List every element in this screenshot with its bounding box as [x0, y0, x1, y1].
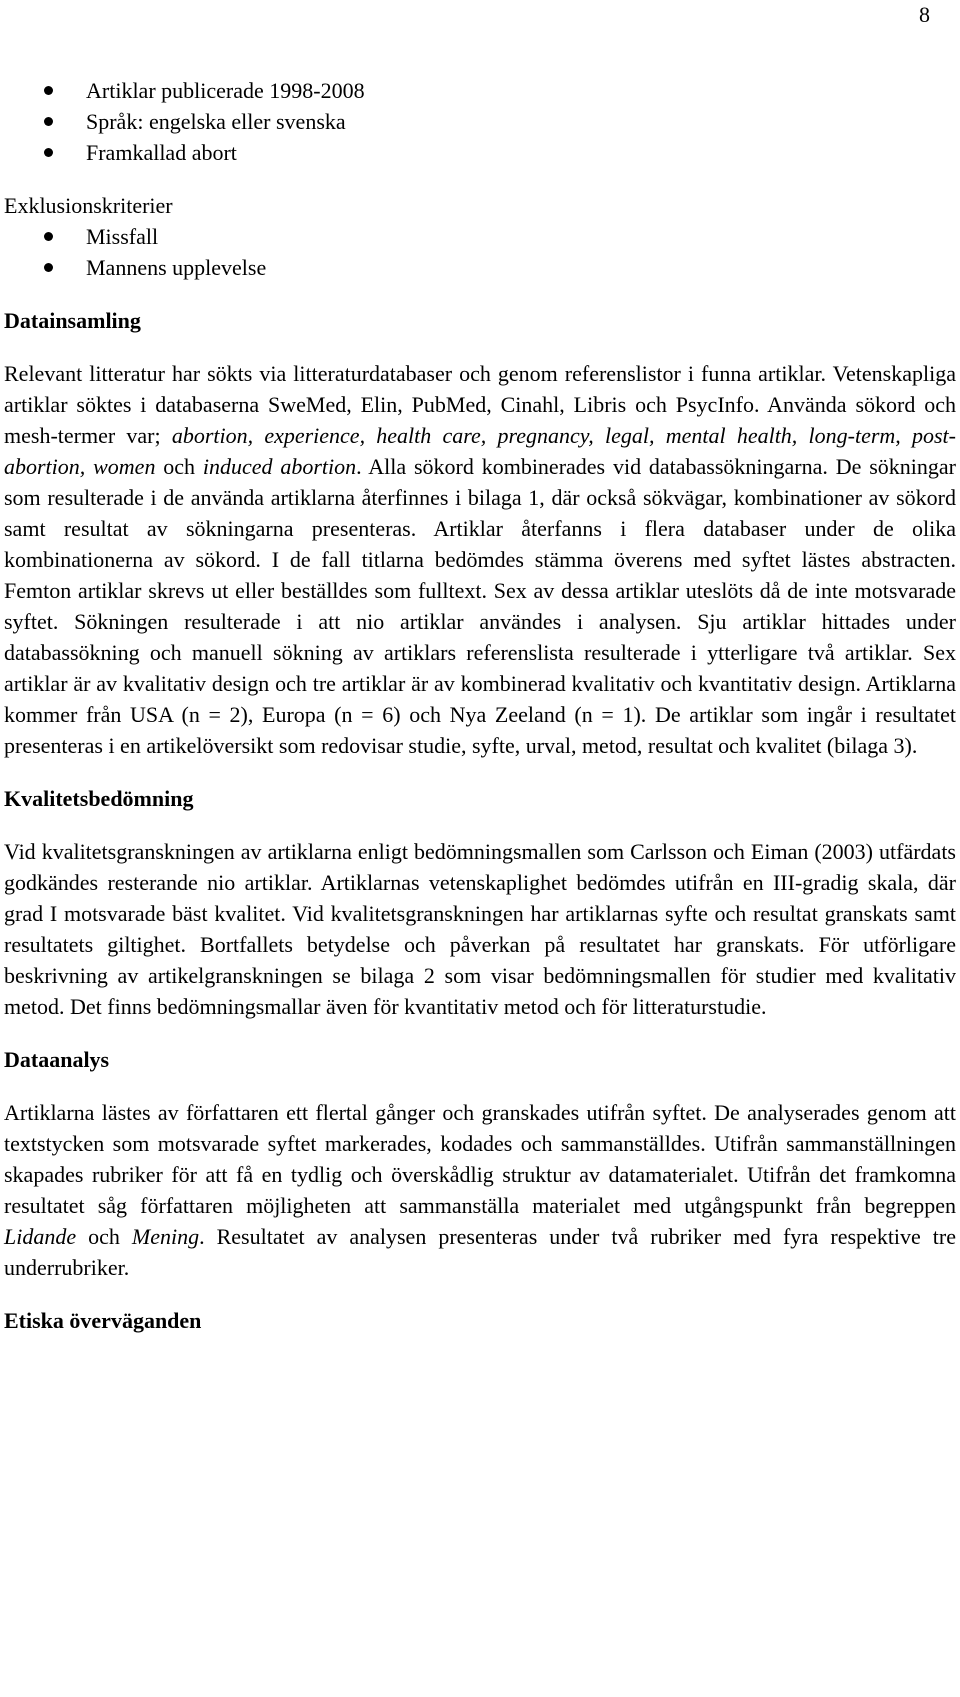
exclusion-label: Exklusionskriterier — [4, 193, 173, 218]
section-heading-datainsamling: Datainsamling — [4, 308, 141, 333]
list-item: Framkallad abort — [4, 137, 956, 168]
list-item: Mannens upplevelse — [4, 252, 956, 283]
paragraph-datainsamling: Relevant litteratur har sökts via litteraturdatabaser och genom referenslistor i funna artiklar. Vetenskapliga artiklar söktes i databaserna SweMed, Elin, PubMed, Cinahl, Libris och PsycInfo. Använda sökord och mesh-termer var; abortion, experience, health care, pregnancy, legal, mental health, long-term, post-abortion, women och induced abortion. Alla sökord kombinerades vid databassökningarna. De sökningar som resulterade i de använda artiklarna återfinnes i bilaga 1, där också sökvägar, kombinationer av sökord samt resultat av sökningarna presenteras. Artiklar återfanns i flera databaser under de olika kombinationerna av sökord. I de fall titlarna bedömdes stämma överens med syftet lästes abstracten. Femton artiklar skrevs ut eller beställdes som fulltext. Sex av dessa artiklar uteslöts då de inte motsvarade syftet. Sökningen resulterade i att nio artiklar användes i analysen. Sju artiklar hittades under databassökning och manuell sökning av artiklars referenslista resulterade i ytterligare två artiklar. Sex artiklar är av kvalitativ design och tre artiklar är av kombinerad kvalitativ och kvantitativ design. Artiklarna kommer från USA (n = 2), Europa (n = 6) och Nya Zeeland (n = 1). De artiklar som ingår i resultatet presenteras i en artikelöversikt som redovisar studie, syfte, urval, metod, resultat och kvalitet (bilaga 3). — [4, 361, 956, 758]
section-heading-dataanalys: Dataanalys — [4, 1047, 110, 1072]
paragraph-kvalitetsbedomning: Vid kvalitetsgranskningen av artiklarna enligt bedömningsmallen som Carlsson och Eiman (2003) utfärdats godkändes resterande nio artiklar. Artiklarnas vetenskaplighet bedömdes utifrån en III-gradig skala, där grad I motsvarade bäst kvalitet. Vid kvalitetsgranskningen har artiklarnas syfte och resultat granskats samt resultatets giltighet. Bortfallets betydelse och påverkan på resultatet har granskats. För utförligare beskrivning av artikelgranskningen se bilaga 2 som visar bedömningsmallen för studier med kvalitativ metod. Det finns bedömningsmallar även för kvantitativ metod och för litteraturstudie. — [4, 839, 956, 1019]
list-item: Artiklar publicerade 1998-2008 — [4, 75, 956, 106]
paragraph-dataanalys: Artiklarna lästes av författaren ett flertal gånger och granskades utifrån syftet. De analyserades genom att textstycken som motsvarade syftet markerades, kodades och sammanställdes. Utifrån sammanställningen skapades rubriker för att få en tydlig och överskådlig struktur av datamaterialet. Utifrån det framkomna resultatet såg författaren möjligheten att sammanställa materialet med utgångspunkt från begreppen Lidande och Mening. Resultatet av analysen presenteras under två rubriker med fyra respektive tre underrubriker. — [4, 1100, 957, 1280]
document-body — [4, 75, 956, 1336]
page-number: 8 — [919, 2, 930, 27]
list-item: Språk: engelska eller svenska — [4, 106, 956, 137]
inclusion-list — [4, 75, 956, 168]
section-heading-etiska: Etiska överväganden — [4, 1308, 202, 1333]
exclusion-list — [4, 221, 956, 283]
section-heading-kvalitetsbedomning: Kvalitetsbedömning — [4, 786, 194, 811]
list-item: Missfall — [4, 221, 956, 252]
